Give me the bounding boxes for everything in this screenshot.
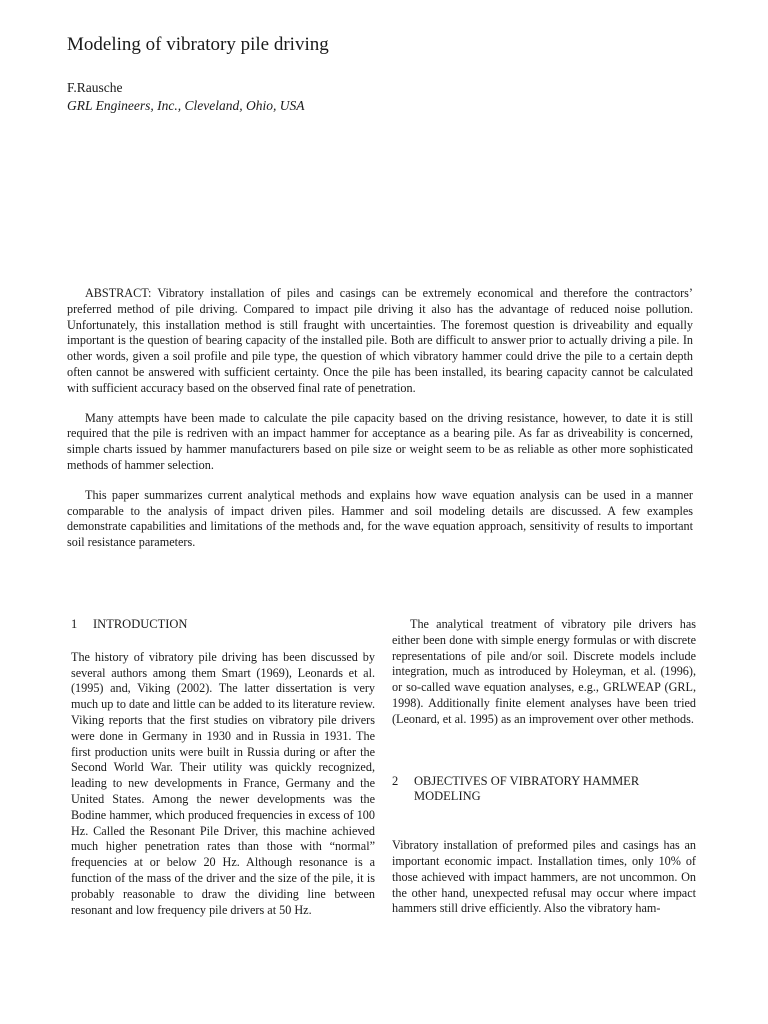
abstract-paragraph: Many attempts have been made to calculate the pile capacity based on the driving resistance, however, to date it is still required that the pile is redriven with an impact hammer for acceptance as a bearing pile. As far as driveability is concerned, simple charts issued by hammer manufacturers based on pile size or weight seem to be as reliable as other more sophisticated methods of hammer selection. bbox=[67, 410, 693, 472]
right-column bbox=[392, 617, 696, 917]
section-number: 2 bbox=[392, 773, 399, 788]
paper-title: Modeling of vibratory pile driving bbox=[67, 34, 329, 55]
author-name: F.Rausche bbox=[67, 80, 123, 95]
left-column bbox=[71, 617, 375, 918]
body-paragraph: The analytical treatment of vibratory pile drivers has either been done with simple energy formulas or with discrete representations of pile and/or soil. Discrete models include integration, much as introduced by Holeyman, et al. (1996), or so-called wave equation analyses, e.g., GRLWEAP (GRL, 1998). Additionally finite element analyses have been tried (Leonard, et al. 1995) as an improvement over other methods. bbox=[392, 617, 696, 726]
section-title: OBJECTIVES OF VIBRATORY HAMMER MODELING bbox=[414, 773, 640, 804]
section-title: INTRODUCTION bbox=[93, 617, 188, 631]
section-heading-objectives bbox=[392, 774, 696, 806]
body-paragraph: Vibratory installation of preformed piles and casings has an important economic impact. Installation times, only 10% of those achieved with impact hammers, are not uncommon. On the other hand, unexpected refusal may occur where impact hammers still drive efficiently. Also the vibratory ham- bbox=[392, 838, 696, 916]
body-paragraph: The history of vibratory pile driving has been discussed by several authors among them Smart (1969), Leonards et al. (1995) and, Viking (2002). The latter dissertation is very much up to date and little can be added to its literature review. Viking reports that the first studies on vibratory pile drivers were done in Germany in 1930 and in Russia in 1931. The first production units were built in Russia during or after the Second World War. Their utility was quickly recognized, leading to new developments in France, Germany and the United States. Among the newer developments was the Bodine hammer, which produced frequencies in excess of 100 Hz. Called the Resonant Pile Driver, this machine achieved much higher penetration rates than those with “normal” frequencies at or below 20 Hz. Although resonance is a function of the mass of the driver and the size of the pile, it is probably reasonable to draw the dividing line between resonant and low frequency pile drivers at 50 Hz. bbox=[71, 649, 375, 917]
abstract bbox=[67, 286, 693, 565]
section-number: 1 bbox=[71, 617, 78, 631]
abstract-paragraph: ABSTRACT: Vibratory installation of piles and casings can be extremely economical and therefore the contractors’ preferred method of pile driving. Compared to impact pile driving it also has the advantage of reduced noise pollution. Unfortunately, this installation method is still fraught with uncertainties. The foremost question is driveability and equally important is the question of bearing capacity of the installed pile. Both are difficult to answer prior to actually driving a pile. In other words, given a soil profile and pile type, the question of which vibratory hammer could drive the pile to a certain depth often cannot be answered with sufficient certainty. Once the pile has been installed, its bearing capacity cannot be calculated with sufficient accuracy based on the observed final rate of penetration. bbox=[67, 286, 693, 395]
abstract-paragraph: This paper summarizes current analytical methods and explains how wave equation analysis can be used in a manner comparable to the analysis of impact driven piles. Hammer and soil modeling details are discussed. A few examples demonstrate capabilities and limitations of the methods and, for the wave equation approach, sensitivity of results to important soil resistance parameters. bbox=[67, 487, 693, 550]
author-affiliation: GRL Engineers, Inc., Cleveland, Ohio, USA bbox=[67, 98, 305, 113]
section-heading-introduction bbox=[71, 617, 375, 633]
